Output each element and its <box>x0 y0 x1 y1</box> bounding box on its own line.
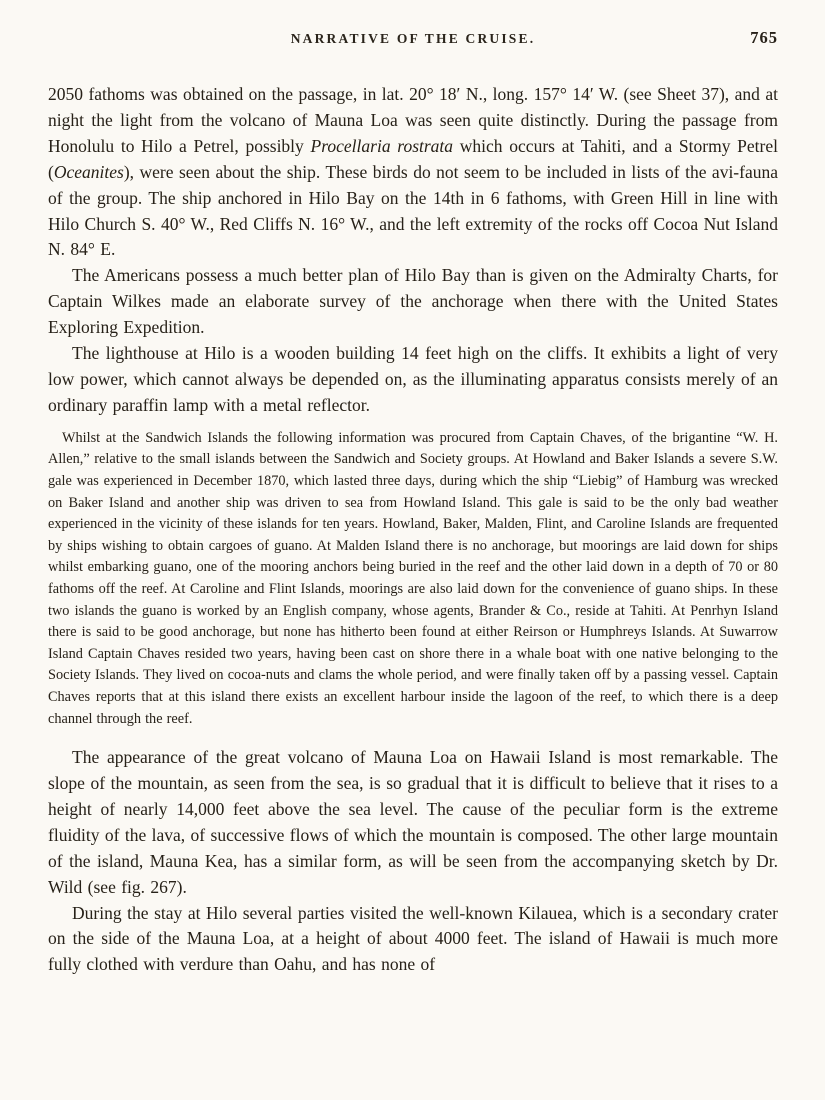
running-title: NARRATIVE OF THE CRUISE. <box>290 31 536 46</box>
species-name-italic: Procellaria rostrata <box>310 135 454 156</box>
paragraph-lighthouse: The lighthouse at Hilo is a wooden building 14 feet high on the cliffs. It exhibits a light of very low power, which cannot always be depended on, as the illuminating apparatus consists merely of an ordinary paraffin lamp with a metal reflector. <box>48 343 778 415</box>
small-print-note: Whilst at the Sandwich Islands the following information was procured from Captain Chaves, of the brigantine “W. H. Allen,” relative to the small islands between the Sandwich and Society groups. At Howland and Baker Islands a severe S.W. gale was experienced in December 1870, which lasted three days, during which the ship “Liebig” of Hamburg was wrecked on Baker Island and another ship was driven to sea from Howland Island. This gale is said to be the only bad weather experienced in the vicinity of these islands for ten years. Howland, Baker, Malden, Flint, and Caroline Islands are frequented by ships wishing to obtain cargoes of guano. At Malden Island there is no anchorage, but moorings are laid down for ships whilst embarking guano, one of the mooring anchors being buried in the reef and the other laid down in a depth of 70 or 80 fathoms off the reef. At Caroline and Flint Islands, moorings are also laid down for the convenience of guano ships. In these two islands the guano is worked by an English company, whose agents, Brander & Co., reside at Tahiti. At Penrhyn Island there is said to be good anchorage, but none has hitherto been found at either Reirson or Humphreys Islands. At Suwarrow Island Captain Chaves resided two years, having been cast on shore there in a whale boat with one native belonging to the Society Islands. They lived on cocoa-nuts and clams the whole period, and were finally taken off by a passing vessel. Captain Chaves reports that at this island there exists an excellent harbour inside the lagoon of the reef, to which there is a deep channel through the reef. <box>48 429 778 727</box>
text-run: ), were seen about the ship. These birds do not seem to be included in lists of the avi-fauna of the group. The ship anchored in Hilo Bay on the 14th in 6 fathoms, with Green Hill in line with Hilo Church S. 40° W., Red Cliffs N. 16° W., and the left extremity of the rocks off Cocoa Nut Island N. 84° E. <box>48 161 778 260</box>
text-run: which occurs at Tahiti, and a Stormy Petrel ( <box>48 135 778 182</box>
page-number: 765 <box>750 28 778 47</box>
species-name-italic: Oceanites <box>53 161 124 182</box>
paragraph-passage <box>48 82 778 263</box>
text-run: 2050 fathoms was obtained on the passage, in lat. 20° 18′ N., long. 157° 14′ W. (see Sheet 37), and at night the light from the volcano of Mauna Loa was seen quite distinctly. During the passage from Honolulu to Hilo a Petrel, possibly <box>48 84 778 156</box>
paragraph-kilauea: During the stay at Hilo several parties visited the well-known Kilauea, which is a secondary crater on the side of the Mauna Loa, at a height of about 4000 feet. The island of Hawaii is much more fully clothed with verdure than Oahu, and has none of <box>48 902 778 975</box>
page-header <box>48 30 778 52</box>
paragraph-mauna-loa: The appearance of the great volcano of Mauna Loa on Hawaii Island is most remarkable. The slope of the mountain, as seen from the sea, is so gradual that it is difficult to believe that it rises to a height of nearly 14,000 feet above the sea level. The cause of the peculiar form is the extreme fluidity of the lava, of successive flows of which the mountain is composed. The other large mountain of the island, Mauna Kea, has a similar form, as will be seen from the accompanying sketch by Dr. Wild (see fig. 267). <box>48 747 778 897</box>
paragraph-americans-plan: The Americans possess a much better plan of Hilo Bay than is given on the Admiralty Charts, for Captain Wilkes made an elaborate survey of the anchorage when there with the United States Exploring Expedition. <box>48 265 778 338</box>
page-text <box>48 82 778 978</box>
